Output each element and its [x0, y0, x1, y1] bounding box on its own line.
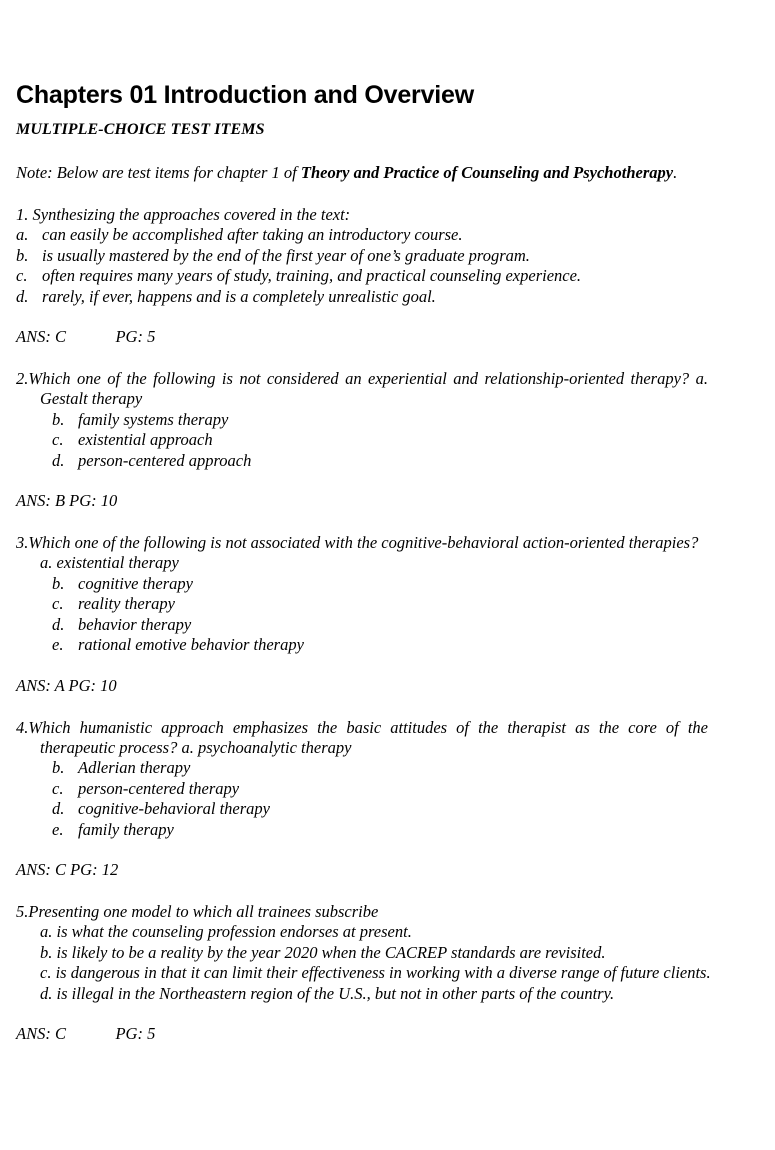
option-text: can easily be accomplished after taking an introductory course.	[42, 225, 463, 245]
option-text: cognitive-behavioral therapy	[78, 799, 270, 819]
option-3-b[interactable]	[16, 574, 708, 594]
option-1-b[interactable]	[16, 246, 708, 266]
note-trailing-text: .	[673, 163, 678, 182]
question-stem-2	[16, 369, 708, 410]
option-2-b[interactable]	[16, 410, 708, 430]
option-4-e[interactable]	[16, 820, 708, 840]
option-text: often requires many years of study, training, and practical counseling experience.	[42, 266, 582, 286]
option-text: is what the counseling profession endorses at present.	[56, 922, 412, 942]
question-text-3: Which one of the following is not associated with the cognitive-behavioral action-oriented therapies?	[28, 533, 699, 553]
question-block-1	[16, 205, 708, 307]
question-number-4: 4.	[16, 717, 29, 737]
option-letter: d.	[52, 614, 65, 634]
option-letter: d.	[52, 799, 65, 819]
option-1-d[interactable]	[16, 287, 708, 307]
question-stem-4	[16, 718, 708, 759]
question-stem-5	[16, 902, 708, 922]
option-5-a[interactable]	[16, 922, 708, 942]
question-number-2: 2.	[16, 369, 29, 389]
option-letter: c.	[52, 594, 64, 614]
option-letter: b.	[52, 409, 65, 429]
option-1-c[interactable]	[16, 266, 708, 286]
question-block-3	[16, 533, 708, 655]
document-note	[16, 163, 708, 183]
option-4-d[interactable]	[16, 799, 708, 819]
option-letter: b.	[40, 942, 53, 962]
question-stem-1	[16, 205, 708, 225]
book-title-reference: Theory and Practice of Counseling and Psychotherapy	[300, 163, 674, 182]
document-content	[16, 80, 711, 1044]
answer-line-3: ANS: A PG: 10	[16, 675, 117, 695]
option-letter: a.	[40, 553, 53, 573]
answer-line-2: ANS: B PG: 10	[16, 491, 118, 511]
option-1-a[interactable]	[16, 225, 708, 245]
option-text: is dangerous in that it can limit their effectiveness in working with a diverse range of future clients.	[55, 963, 711, 983]
question-block-5	[16, 901, 711, 1004]
option-text: person-centered approach	[78, 450, 252, 470]
option-5-d[interactable]	[16, 984, 708, 1004]
answer-line-4: ANS: C PG: 12	[16, 859, 119, 879]
option-5-c[interactable]	[16, 963, 711, 983]
option-3-d[interactable]	[16, 615, 708, 635]
option-letter: b.	[52, 573, 65, 593]
answer-line-1: ANS: C PG: 5	[16, 327, 156, 347]
question-stem-3	[16, 533, 708, 553]
option-2-c[interactable]	[16, 430, 708, 450]
option-letter: b.	[52, 758, 65, 778]
option-3-e[interactable]	[16, 635, 708, 655]
option-text: reality therapy	[78, 594, 175, 614]
option-letter: a.	[16, 225, 29, 245]
option-text: existential therapy	[56, 553, 179, 573]
question-text-2: Which one of the following is not considered an experiential and relationship-oriented therapy? a. Gestalt therapy	[28, 369, 708, 409]
option-text: is likely to be a reality by the year 2020 when the CACREP standards are revisited.	[56, 942, 606, 962]
option-letter: c.	[16, 266, 28, 286]
option-3-c[interactable]	[16, 594, 708, 614]
option-letter: c.	[40, 963, 52, 983]
option-text: person-centered therapy	[78, 778, 240, 798]
option-text: family systems therapy	[78, 409, 229, 429]
option-text: rarely, if ever, happens and is a completely unrealistic goal.	[42, 286, 436, 306]
option-text: existential approach	[78, 430, 213, 450]
answer-line-5: ANS: C PG: 5	[16, 1023, 156, 1043]
option-letter: a.	[40, 922, 53, 942]
note-lead-text: Note: Below are test items for chapter 1 of	[16, 163, 301, 182]
option-letter: e.	[52, 635, 64, 655]
question-block-4	[16, 718, 708, 840]
option-4-b[interactable]	[16, 758, 708, 778]
question-number-1: 1.	[16, 205, 29, 224]
option-letter: c.	[52, 430, 64, 450]
option-text: is illegal in the Northeastern region of the U.S., but not in other parts of the country.	[56, 983, 615, 1003]
option-letter: d.	[16, 286, 29, 306]
question-text-4: Which humanistic approach emphasizes the basic attitudes of the therapist as the core of the therapeutic process? a. psychoanalytic therapy	[28, 717, 708, 757]
page-title: Chapters 01 Introduction and Overview	[16, 81, 474, 109]
option-letter: d.	[40, 983, 53, 1003]
option-text: rational emotive behavior therapy	[78, 635, 304, 655]
option-text: cognitive therapy	[78, 573, 194, 593]
option-2-d[interactable]	[16, 451, 708, 471]
question-number-5: 5.	[16, 901, 29, 921]
option-letter: c.	[52, 778, 64, 798]
question-number-3: 3.	[16, 533, 29, 553]
option-3-a[interactable]	[16, 553, 708, 573]
option-5-b[interactable]	[16, 943, 708, 963]
document-subtitle: MULTIPLE-CHOICE TEST ITEMS	[16, 121, 265, 138]
option-text: Adlerian therapy	[78, 758, 191, 778]
option-letter: d.	[52, 450, 65, 470]
option-text: is usually mastered by the end of the first year of one’s graduate program.	[42, 245, 530, 265]
option-text: family therapy	[78, 819, 174, 839]
question-block-2	[16, 369, 708, 471]
option-letter: e.	[52, 819, 64, 839]
question-text-1: Synthesizing the approaches covered in the text:	[32, 205, 351, 224]
question-text-5: Presenting one model to which all trainees subscribe	[28, 901, 379, 921]
option-letter: b.	[16, 245, 29, 265]
option-text: behavior therapy	[78, 614, 192, 634]
option-4-c[interactable]	[16, 779, 708, 799]
